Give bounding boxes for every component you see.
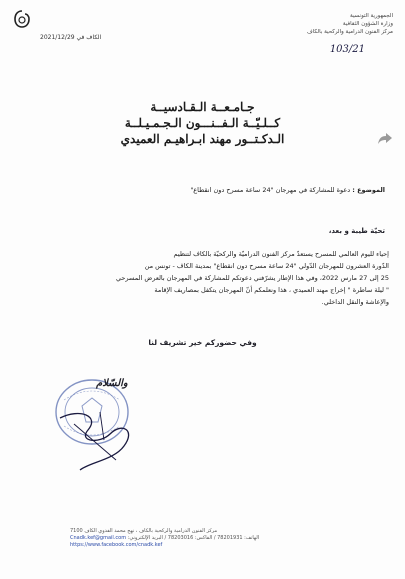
subject-line <box>25 186 385 194</box>
ministry-line: مركز الفنون الدرامية والركحية بالكاف <box>307 29 393 35</box>
footer-address: مركز الفنون الدرامية والركحية بالكاف ، نهج محمد الفدوي الكاف 7100 <box>70 528 218 534</box>
subject-label: الموضوع : <box>352 186 385 194</box>
footer-phones <box>70 535 370 542</box>
body-line: والإعاشة والنقل الداخلي. <box>321 298 389 306</box>
recipient-line-1: جـامـعــة الـقـادسيــة <box>150 100 255 114</box>
emblem-logo <box>14 10 30 28</box>
body-line: 25 إلى 27 مارس 2022، وفي هذا الإطار يشرّفني دعوتكم للمشاركة في المهرجان بالعرض المسرحي <box>115 274 389 282</box>
signoff: والسّلام <box>96 378 128 389</box>
greeting: تحيّة طيبة و بعد، <box>328 227 385 235</box>
ministry-line: الجمهورية التونسية <box>350 13 393 19</box>
recipient-line-3: الـدكـتــور مهند ابـراهيـم العميدي <box>120 132 285 146</box>
subject-text: دعوة للمشاركة في مهرجان "24 ساعة مسرح دون انقطاع" <box>190 186 351 194</box>
footer-email-link[interactable]: Cnadk.kef@gmail.com <box>70 535 127 541</box>
handwritten-signature <box>40 400 150 480</box>
body-line: " ليلة ساطرة " إخراج مهند العميدي ، هذا ونعلمكم أنّ المهرجان يتكفل بمصاريف الإقامة <box>154 286 389 294</box>
ministry-header <box>243 12 393 36</box>
letter-date: الكاف في 2021/12/29 <box>40 34 102 41</box>
recipient-line-2: كــلـيّــة الـفــنـــون الـجـمـيـلــة <box>124 116 281 130</box>
body-paragraph <box>17 248 389 308</box>
footer-contact <box>70 528 370 549</box>
ministry-line: وزارة الشؤون الثقافية <box>342 21 393 27</box>
body-line: الدّورة العشرون للمهرجان الدّولي "24 ساعة مسرح دون انقطاع" بمدينة الكاف - تونس من <box>144 262 389 270</box>
closing-line: وفي حضوركم خير تشريف لنا <box>148 338 257 347</box>
footer-phone-text: الهاتف: 78201931 / الفاكس: 78203016 / البريد الإلكتروني: <box>127 535 260 541</box>
body-line: إحياء لليوم العالمي للمسرح يستعدّ مركز الفنون الدراميّة والركحيّة بالكاف لتنظيم <box>173 250 389 258</box>
reference-number: 103/21 <box>329 44 365 55</box>
footer-facebook-link[interactable]: https://www.facebook.com/cnadk.kef <box>70 542 163 548</box>
